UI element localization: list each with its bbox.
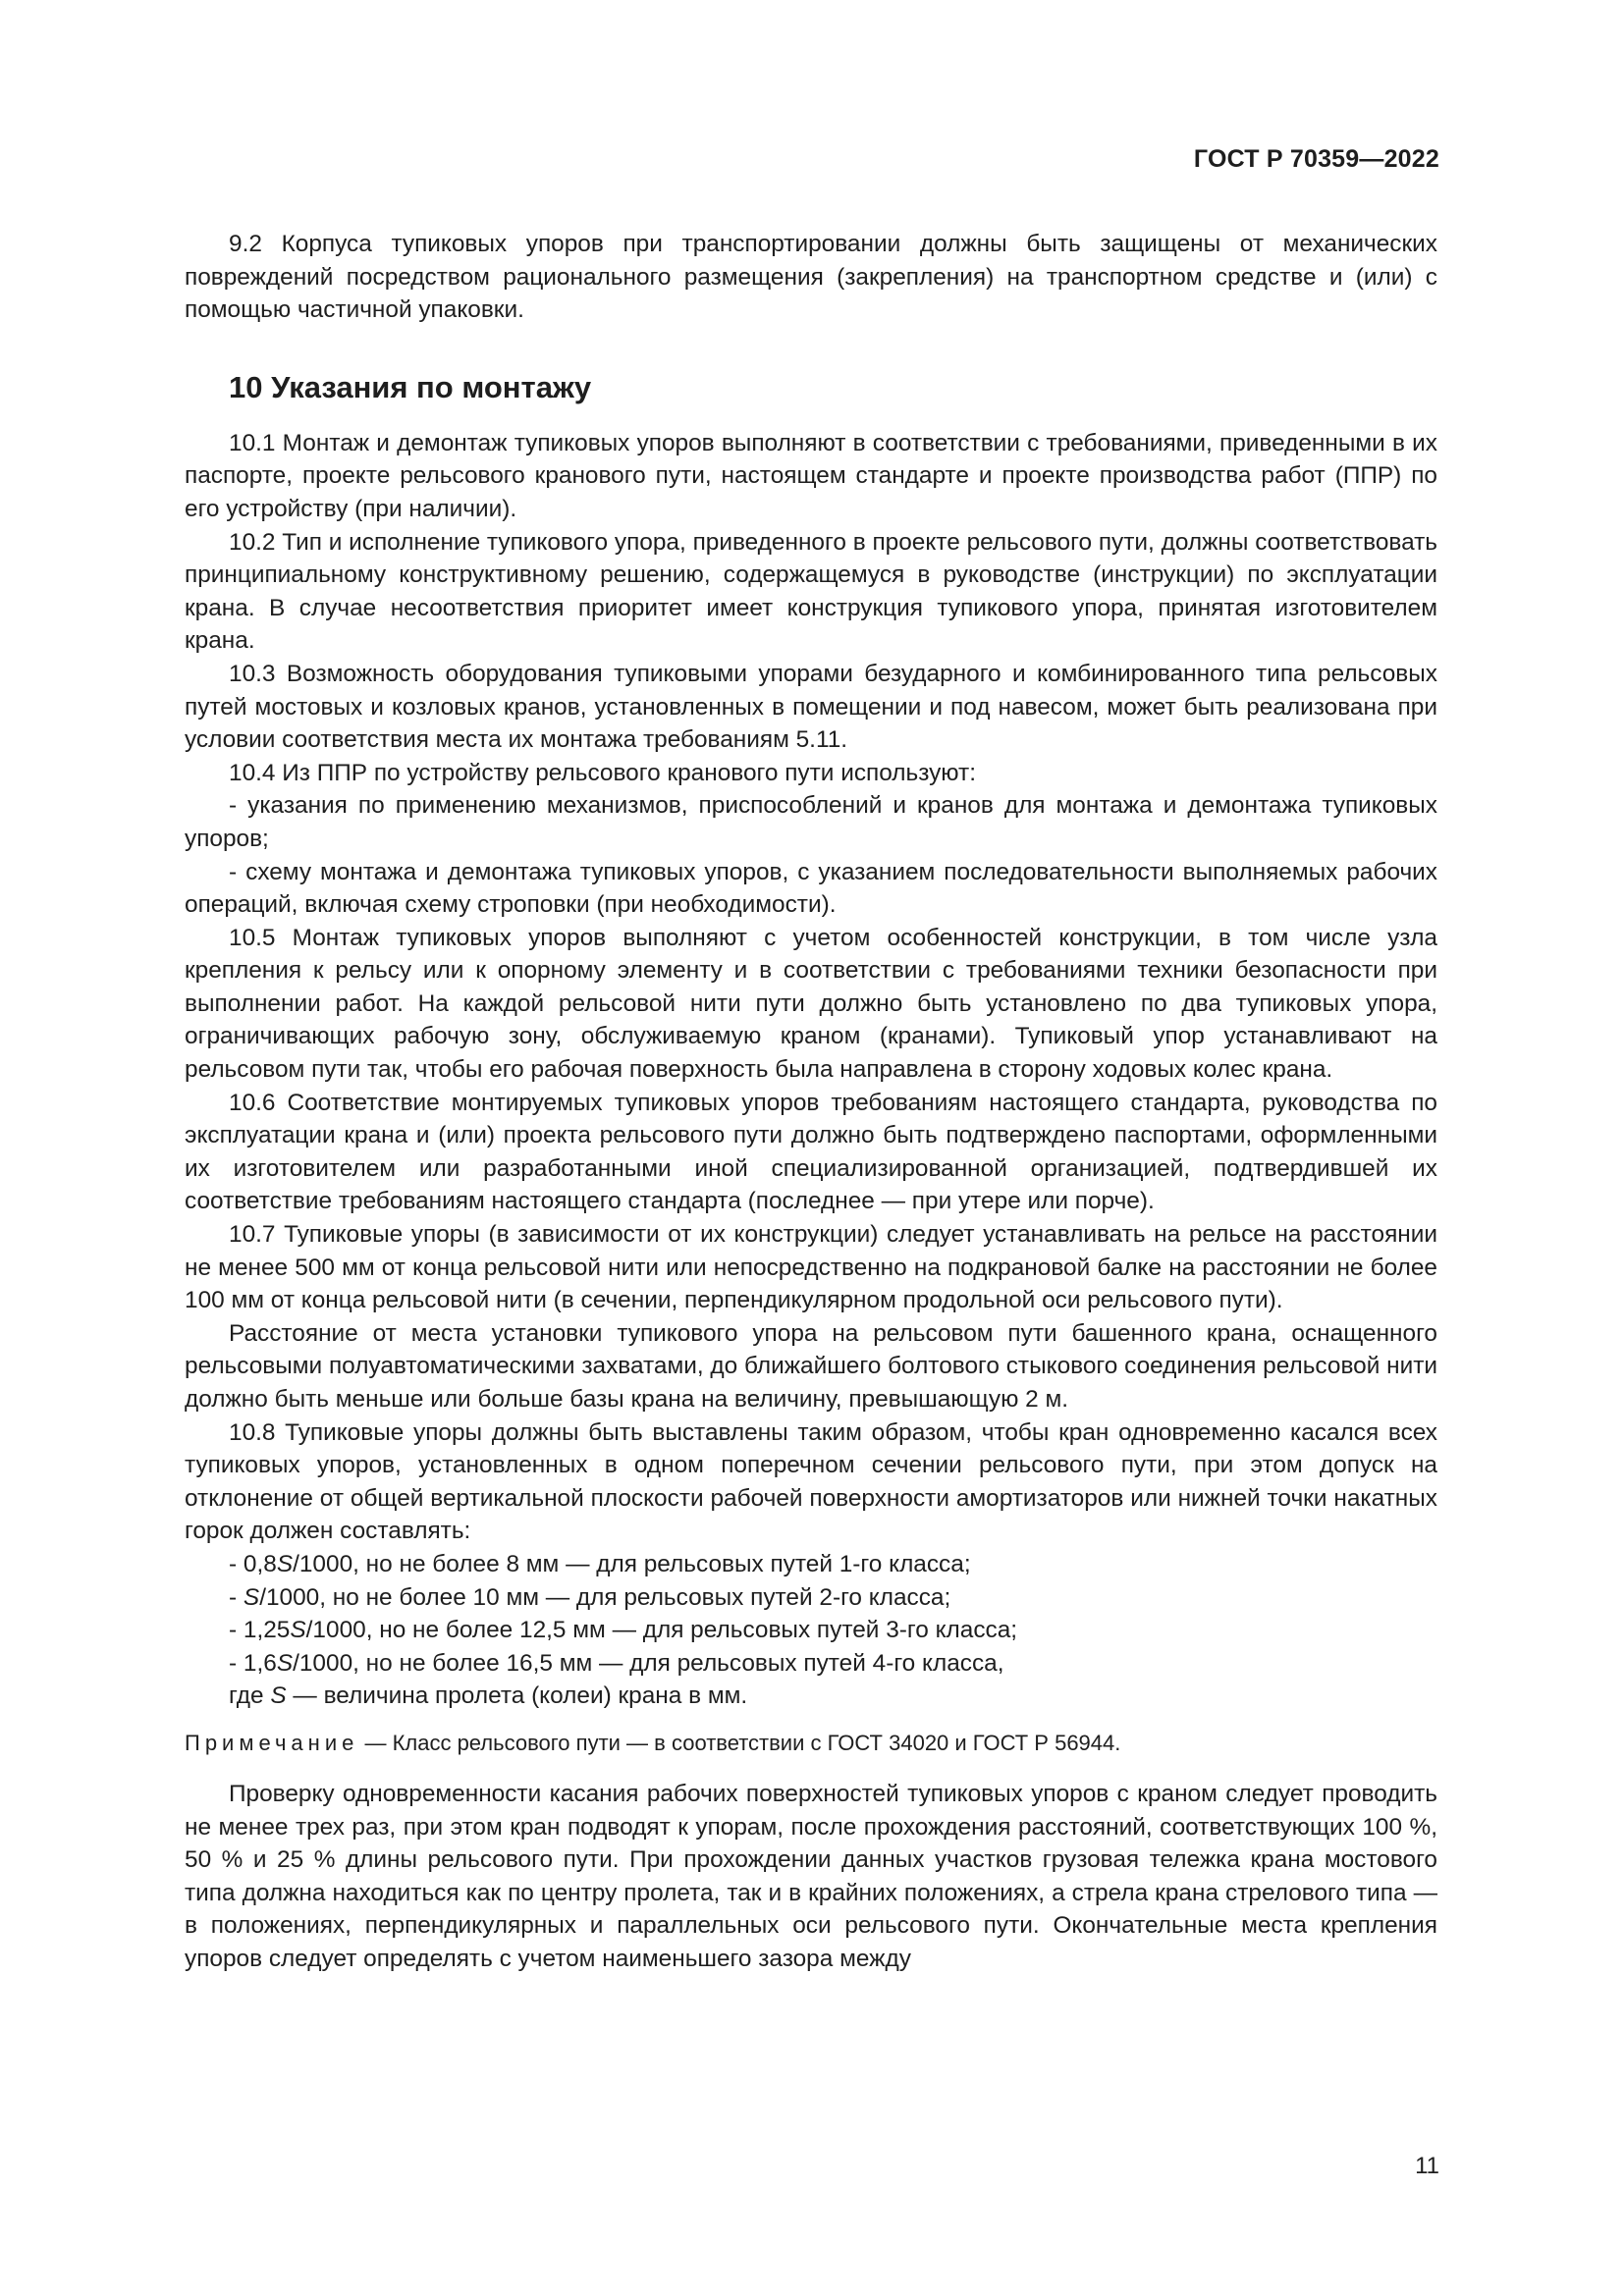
page-number: 11 [1415,2153,1439,2179]
paragraph-10-7: 10.7 Тупиковые упоры (в зависимости от их конструкции) следует устанавливать на рельсе на расстоянии не менее 500 мм от конца рельсовой нити или непосредственно на подкрановой балке на расстоянии не более 100 мм от конца рельсовой нити (в сечении, перпендикулярном продольной оси рельсового пути). [185,1221,1437,1314]
paragraph-10-8: 10.8 Тупиковые упоры должны быть выставлены таким образом, чтобы кран одновременно касался всех тупиковых упоров, установленных в одном поперечном сечении рельсового пути, при этом допуск на отклонение от общей вертикальной плоскости рабочей поверхности амортизаторов или нижней точки накатных горок должен составлять: [185,1418,1437,1545]
paragraph-10-5: 10.5 Монтаж тупиковых упоров выполняют с учетом особенностей конструкции, в том числе узла крепления к рельсу или к опорному элементу и в соответствии с требованиями техники безопасности при выполнении работ. На каждой рельсовой нити пути должно быть установлено по два тупиковых упора, ограничивающих рабочую зону, обслуживаемую краном (кранами). Тупиковый упор устанавливают на рельсовом пути так, чтобы его рабочая поверхность была направлена в сторону ходовых колес крана. [185,924,1437,1084]
paragraph-10-3: 10.3 Возможность оборудования тупиковыми упорами безударного и комбинированного типа рельсовых путей мостовых и козловых кранов, установленных в помещении и под навесом, может быть реализована при условии соответствия места их монтажа требованиям 5.11. [185,660,1437,754]
list-item-10-4-a: - указания по применению механизмов, приспособлений и кранов для монтажа и демонтажа тупиковых упоров; [185,792,1437,852]
paragraph-10-6: 10.6 Соответствие монтируемых тупиковых упоров требованиям настоящего стандарта, руководства по эксплуатации крана и (или) проекта рельсового пути должно быть подтверждено паспортами, оформленными их изготовителем или разработанными иной специализированной организацией, подтвердившей их соответствие требованиям настоящего стандарта (последнее — при утере или порче). [185,1089,1437,1215]
tolerance-item-class-1: - 0,8S/1000, но не более 8 мм — для рельсовых путей 1-го класса; [229,1550,971,1577]
paragraph-10-1: 10.1 Монтаж и демонтаж тупиковых упоров выполняют в соответствии с требованиями, приведенными в их паспорте, проекте рельсового кранового пути, настоящем стандарте и проекте производства работ (ППР) по его устройству (при наличии). [185,429,1437,522]
note-text: — Класс рельсового пути — в соответствии с ГОСТ 34020 и ГОСТ Р 56944. [358,1730,1121,1755]
symbol-s: S [290,1617,306,1644]
paragraph-check-procedure: Проверку одновременности касания рабочих поверхностей тупиковых упоров с краном следует проводить не менее трех раз, при этом кран подводят к упорам, после прохождения расстояний, соответствующих 100 %, 50 % и 25 % длины рельсового пути. При прохождении данных участков грузовая тележка крана мостового типа должна находиться как по центру пролета, так и в крайних положениях, а стрела крана стрелового типа — в положениях, перпендикулярных и параллельных оси рельсового пути. Окончательные места крепления упоров следует определять с учетом наименьшего зазора между [185,1780,1437,1972]
paragraph-9-2: 9.2 Корпуса тупиковых упоров при транспортировании должны быть защищены от механических повреждений посредством рационального размещения (закрепления) на транспортном средстве и (или) с помощью частичной упаковки. [185,231,1437,324]
note-label: Примечание [185,1730,359,1755]
note [185,1729,1437,1758]
symbol-s: S [270,1682,287,1710]
section-heading-10: 10 Указания по монтажу [229,369,592,404]
paragraph-10-7-continued: Расстояние от места установки тупикового упора на рельсовом пути башенного крана, оснащенного рельсовыми полуавтоматическими захватами, до ближайшего болтового стыкового соединения рельсовой нити должно быть меньше или больше базы крана на величину, превышающую 2 м. [185,1319,1437,1413]
symbol-definition: где S — величина пролета (колеи) крана в мм. [229,1682,748,1710]
symbol-s: S [276,1550,294,1577]
tolerance-item-class-3: - 1,25S/1000, но не более 12,5 мм — для рельсовых путей 3-го класса; [229,1617,1018,1644]
paragraph-10-2: 10.2 Тип и исполнение тупикового упора, приведенного в проекте рельсового пути, должны соответствовать принципиальному конструктивному решению, содержащемуся в руководстве (инструкции) по эксплуатации крана. В случае несоответствия приоритет имеет конструкция тупикового упора, принятая изготовителем крана. [185,528,1437,655]
symbol-s: S [243,1583,260,1611]
list-item-10-4-b: - схему монтажа и демонтажа тупиковых упоров, с указанием последовательности выполняемых рабочих операций, включая схему строповки (при необходимости). [185,858,1437,919]
paragraph-10-4: 10.4 Из ППР по устройству рельсового кранового пути используют: [229,759,977,786]
document-body [185,228,1437,1976]
tolerance-item-class-4: - 1,6S/1000, но не более 16,5 мм — для рельсовых путей 4-го класса, [229,1649,1004,1677]
symbol-s: S [276,1649,294,1677]
tolerance-item-class-2: - S/1000, но не более 10 мм — для рельсовых путей 2-го класса; [229,1583,951,1611]
document-id-header: ГОСТ Р 70359—2022 [1193,145,1439,173]
